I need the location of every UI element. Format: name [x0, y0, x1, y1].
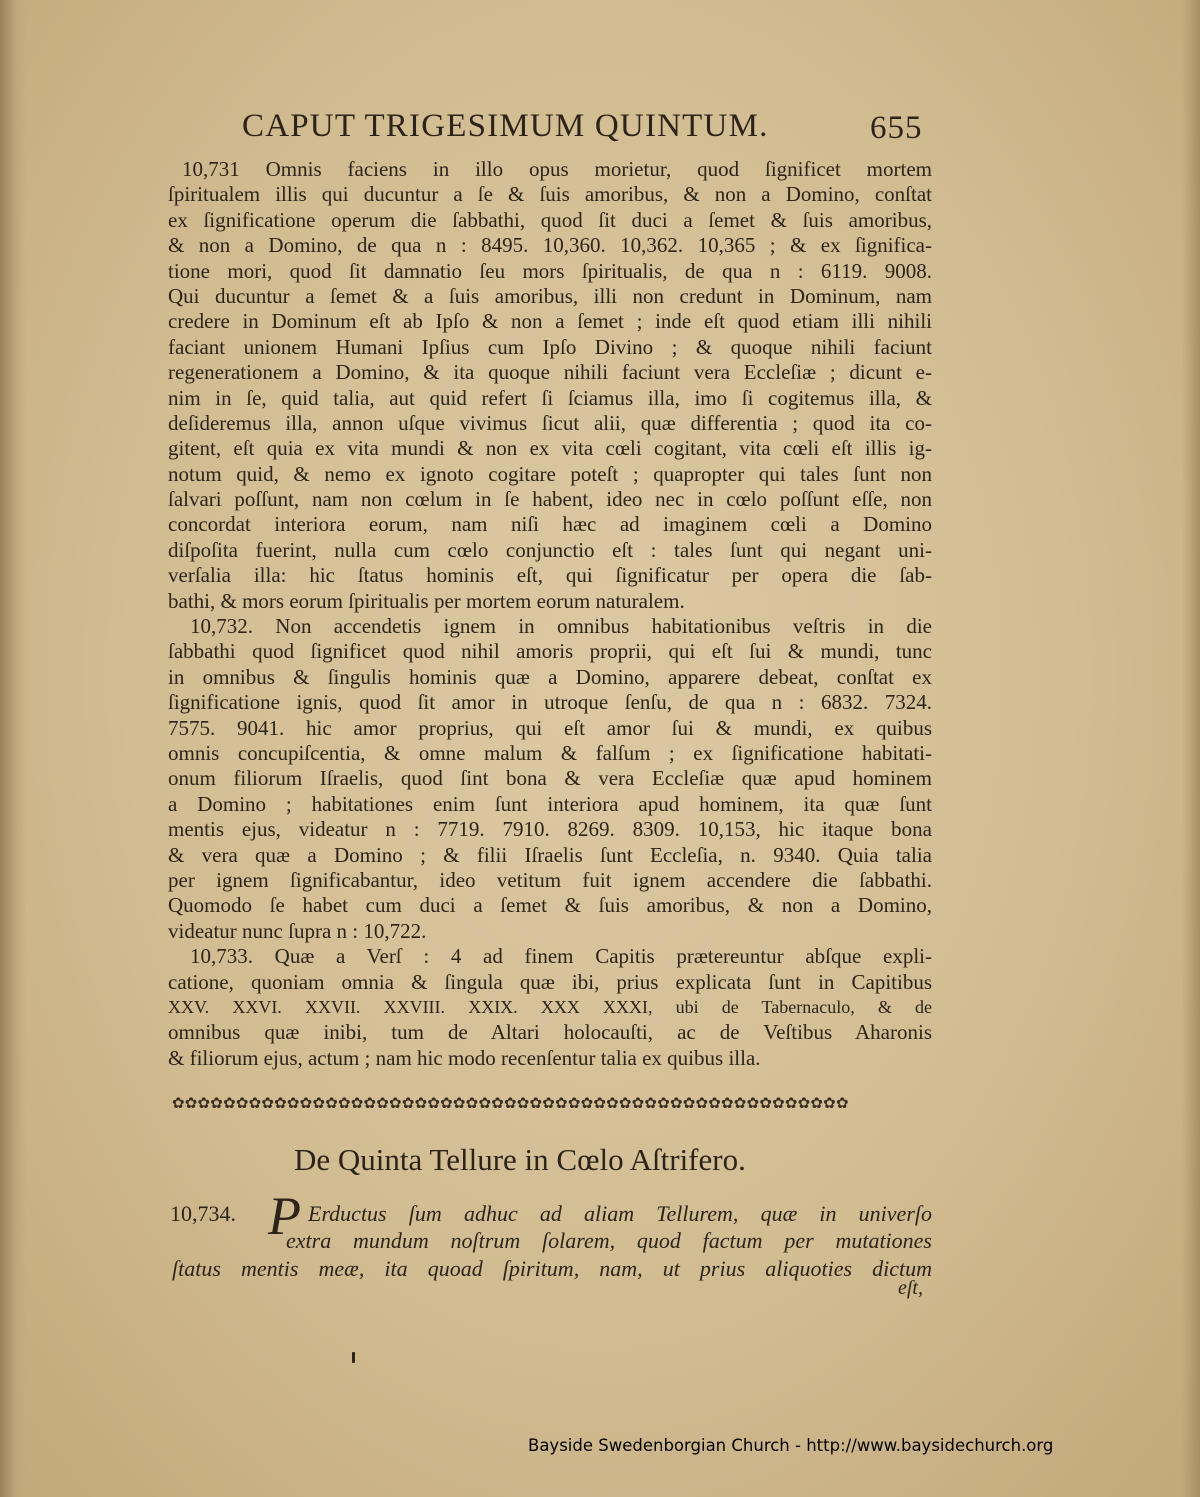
ink-mark — [352, 1352, 355, 1363]
footer-credit: Bayside Swedenborgian Church - http://www.baysidechurch.org — [528, 1436, 1054, 1455]
page-number: 655 — [870, 110, 923, 146]
text-line: ex ſignificatione operum die ſabbathi, quod ſit duci a ſemet & ſuis amoribus, — [168, 207, 932, 232]
running-head — [242, 108, 942, 154]
text-line: deſideremus illa, annon uſque vivimus ſicut alii, quæ differentia ; quod ita co- — [168, 410, 932, 435]
text-line: catione, quoniam omnia & ſingula quæ ibi, prius explicata ſunt in Capitibus — [168, 969, 932, 994]
section-number: 10,734. — [170, 1201, 236, 1226]
section-heading: De Quinta Tellure in Cœlo Aſtrifero. — [294, 1142, 746, 1177]
text-line: XXV. XXVI. XXVII. XXVIII. XXIX. XXX XXXI, ubi de Tabernaculo, & de — [168, 996, 932, 1017]
text-line: ſignificatione ignis, quod ſit amor in utroque ſenſu, de qua n : 6832. 7324. — [168, 690, 932, 715]
catchword: eſt, — [898, 1277, 923, 1299]
text-line: extra mundum noſtrum ſolarem, quod factum per mutationes — [286, 1228, 932, 1253]
text-line: per ignem ſignificabantur, ideo vetitum fuit ignem accendere die ſabbathi. — [168, 867, 932, 892]
drop-cap: P — [268, 1186, 301, 1246]
text-line: a Domino ; habitationes enim ſunt interiora apud hominem, ita quæ ſunt — [168, 791, 932, 816]
text-line: ſabbathi quod ſignificet quod nihil amoris proprii, qui eſt ſui & mundi, tunc — [168, 639, 932, 664]
text-line: & filiorum ejus, actum ; nam hic modo recenſentur talia ex quibus illa. — [168, 1045, 761, 1070]
body-text — [168, 157, 932, 1071]
text-line: videatur nunc ſupra n : 10,722. — [168, 918, 427, 943]
text-line: & non a Domino, de qua n : 8495. 10,360. 10,362. 10,365 ; & ex ſignifica- — [168, 233, 932, 258]
text-line: Quomodo ſe habet cum duci a ſemet & ſuis amoribus, & non a Domino, — [168, 893, 932, 918]
text-line: ſtatus mentis meæ, ita quoad ſpiritum, nam, ut prius aliquoties dictum — [172, 1256, 932, 1281]
text-line: & vera quæ a Domino ; & filii Iſraelis ſunt Eccleſia, n. 9340. Quia talia — [168, 842, 932, 867]
text-line: faciant unionem Humani Ipſius cum Ipſo Divino ; & quoque nihili faciunt — [168, 334, 932, 359]
text-line: omnis concupiſcentia, & omne malum & falſum ; ex ſignificatione habitati- — [168, 740, 932, 765]
text-line: verſalia illa: hic ſtatus hominis eſt, qui ſignificatur per opera die ſab- — [168, 563, 932, 588]
text-line: ſpiritualem illis qui ducuntur a ſe & ſuis amoribus, & non a Domino, conſtat — [168, 182, 932, 207]
text-line: bathi, & mors eorum ſpiritualis per mortem eorum naturalem. — [168, 588, 685, 613]
text-line: credere in Dominum eſt ab Ipſo & non a ſemet ; inde eſt quod etiam illi nihili — [168, 309, 932, 334]
text-line: onum filiorum Iſraelis, quod ſint bona & vera Eccleſiæ quæ apud hominem — [168, 766, 932, 791]
text-line: omnibus quæ inibi, tum de Altari holocauſti, ac de Veſtibus Aharonis — [168, 1020, 932, 1045]
text-line: gitent, eſt quia ex vita mundi & non ex vita cœli cogitant, vita cœli eſt illis ig- — [168, 436, 932, 461]
text-line: 10,731 Omnis faciens in illo opus morietur, quod ſignificet mortem — [182, 157, 932, 181]
text-line: in omnibus & ſingulis hominis quæ a Domino, apparere debeat, conſtat ex — [168, 664, 932, 689]
text-line: 10,732. Non accendetis ignem in omnibus habitationibus veſtris in die — [190, 614, 932, 639]
text-line: 10,733. Quæ a Verſ : 4 ad finem Capitis prætereuntur abſque expli- — [190, 944, 932, 969]
running-title: CAPUT TRIGESIMUM QUINTUM. — [242, 108, 769, 144]
text-line: tione mori, quod ſit damnatio ſeu mors ſpiritualis, de qua n : 6119. 9008. — [168, 258, 932, 283]
text-line: Qui ducuntur a ſemet & a ſuis amoribus, illi non credunt in Dominum, nam — [168, 283, 932, 308]
text-line: regenerationem a Domino, & ita quoque nihili faciunt vera Eccleſiæ ; dicunt e- — [168, 360, 932, 385]
text-line: notum quid, & nemo ex ignoto cogitare poteſt ; quapropter qui tales ſunt non — [168, 461, 932, 486]
text-line: Erductus ſum adhuc ad aliam Tellurem, quæ in univerſo — [308, 1201, 932, 1226]
text-line: 7575. 9041. hic amor proprius, qui eſt amor ſui & mundi, ex quibus — [168, 715, 932, 740]
text-line: diſpoſita fuerint, nulla cum cœlo conjunctio eſt : tales ſunt qui negant uni- — [168, 537, 932, 562]
text-line: nim in ſe, quid talia, aut quid refert ſi ſciamus illa, imo ſi cogitemus illa, & — [168, 385, 932, 410]
text-line: concordat interiora eorum, nam niſi hæc ad imaginem cœli a Domino — [168, 512, 932, 537]
text-line: ſalvari poſſunt, nam non cœlum in ſe habent, ideo nec in cœlo poſſunt eſſe, non — [168, 487, 932, 512]
ornamental-divider: ✿✿✿✿✿✿✿✿✿✿✿✿✿✿✿✿✿✿✿✿✿✿✿✿✿✿✿✿✿✿✿✿✿✿✿✿✿✿✿✿✿✿✿✿✿✿✿✿✿✿✿✿✿ — [172, 1096, 849, 1112]
text-line: mentis ejus, videatur n : 7719. 7910. 8269. 8309. 10,153, hic itaque bona — [168, 817, 932, 842]
